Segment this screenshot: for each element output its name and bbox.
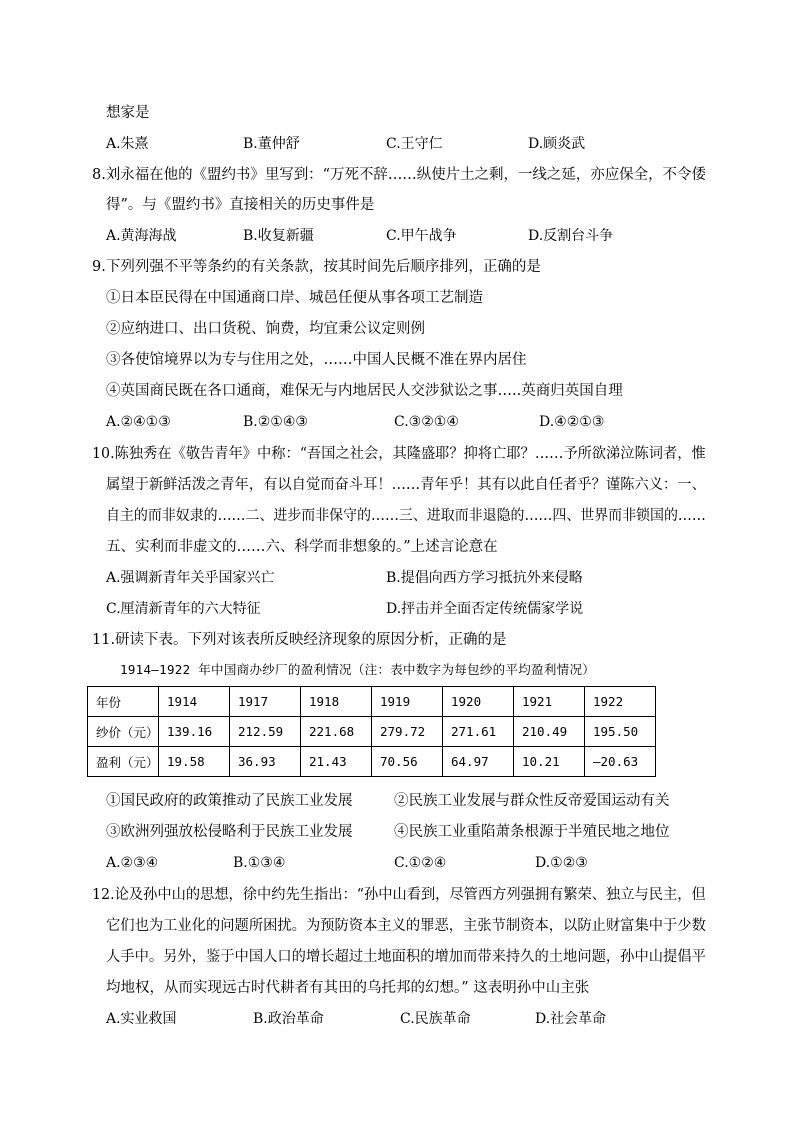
q12-stem-line-4: 均地权，从而实现远古时代耕者有其田的乌托邦的幻想。” 这表明孙中山主张 bbox=[106, 980, 590, 996]
q11-item-3: ③欧洲列强放松侵略利于民族工业发展 bbox=[106, 824, 353, 840]
table-cell: 279.72 bbox=[372, 717, 443, 747]
q11-stem: 11.研读下表。下列对该表所反映经济现象的原因分析，正确的是 bbox=[92, 632, 507, 648]
q8-option-c[interactable]: C.甲午战争 bbox=[386, 228, 457, 244]
q10-stem-line-3: 自主的而非奴隶的……二、进步而非保守的……三、进取而非退隐的……四、世界而非锁国的…… bbox=[106, 508, 706, 524]
q9-option-d[interactable]: D.④②①③ bbox=[539, 414, 605, 430]
table-header-row bbox=[88, 687, 656, 717]
q10-stem-line-2: 属望于新鲜活泼之青年，有以自觉而奋斗耳！……青年乎！其有以此自任者乎？谨陈六义：一、 bbox=[106, 477, 706, 493]
table-row bbox=[88, 747, 656, 777]
table-cell: 年份 bbox=[88, 687, 159, 717]
q12-option-b[interactable]: B.政治革命 bbox=[253, 1011, 324, 1027]
q7-option-a[interactable]: A.朱熹 bbox=[106, 136, 149, 152]
q7-option-d[interactable]: D.顾炎武 bbox=[528, 136, 586, 152]
q9-option-a[interactable]: A.②④①③ bbox=[106, 414, 171, 430]
q7-option-c[interactable]: C.王守仁 bbox=[386, 136, 443, 152]
q12-option-a[interactable]: A.实业救国 bbox=[106, 1011, 177, 1027]
q9-item-2: ②应纳进口、出口货税、饷费，均宜秉公议定则例 bbox=[106, 321, 425, 337]
table-cell: 221.68 bbox=[301, 717, 372, 747]
table-cell: 1917 bbox=[230, 687, 301, 717]
q9-option-c[interactable]: C.③②①④ bbox=[394, 414, 459, 430]
q11-table-caption: 1914—1922 年中国商办纱厂的盈利情况（注：表中数字为每包纱的平均盈利情况） bbox=[120, 662, 596, 677]
table-cell: 271.61 bbox=[443, 717, 514, 747]
table-cell: 1920 bbox=[443, 687, 514, 717]
table-cell: 212.59 bbox=[230, 717, 301, 747]
q11-option-a[interactable]: A.②③④ bbox=[106, 855, 159, 871]
q9-item-1: ①日本臣民得在中国通商口岸、城邑任便从事各项工艺制造 bbox=[106, 290, 483, 306]
q11-option-c[interactable]: C.①②④ bbox=[394, 855, 447, 871]
q11-data-table bbox=[87, 686, 656, 777]
q10-option-d[interactable]: D.抨击并全面否定传统儒家学说 bbox=[386, 601, 584, 617]
q12-option-c[interactable]: C.民族革命 bbox=[400, 1011, 471, 1027]
q12-stem-line-1: 12.论及孙中山的思想，徐中约先生指出：“孙中山看到，尽管西方列强拥有繁荣、独立与民主，但 bbox=[92, 887, 706, 903]
q7-stem-continuation: 想家是 bbox=[106, 105, 150, 121]
q9-item-4: ④英国商民既在各口通商，难保无与内地居民人交涉狱讼之事…..英商归英国自理 bbox=[106, 383, 623, 399]
q9-stem: 9.下列列强不平等条约的有关条款，按其时间先后顺序排列，正确的是 bbox=[92, 259, 541, 275]
q8-option-a[interactable]: A.黄海海战 bbox=[106, 228, 177, 244]
table-cell: 139.16 bbox=[159, 717, 230, 747]
q8-option-b[interactable]: B.收复新疆 bbox=[243, 228, 314, 244]
table-row bbox=[88, 717, 656, 747]
q8-stem-line-1: 8.刘永福在他的《盟约书》里写到：“万死不辞……纵使片土之剩，一线之延，亦应保全，不令倭 bbox=[92, 167, 706, 183]
q9-option-b[interactable]: B.②①④③ bbox=[243, 414, 308, 430]
table-cell: 210.49 bbox=[514, 717, 585, 747]
table-cell: 1914 bbox=[159, 687, 230, 717]
q12-option-d[interactable]: D.社会革命 bbox=[535, 1011, 607, 1027]
table-cell: 36.93 bbox=[230, 747, 301, 777]
q10-option-c[interactable]: C.厘清新青年的六大特征 bbox=[106, 601, 261, 617]
q11-item-2: ②民族工业发展与群众性反帝爱国运动有关 bbox=[394, 793, 670, 809]
table-cell: 盈利（元） bbox=[88, 747, 159, 777]
q11-item-4: ④民族工业重陷萧条根源于半殖民地之地位 bbox=[394, 824, 670, 840]
table-cell: 1918 bbox=[301, 687, 372, 717]
table-cell: 1919 bbox=[372, 687, 443, 717]
table-cell: 1922 bbox=[585, 687, 656, 717]
table-cell: 64.97 bbox=[443, 747, 514, 777]
table-cell: 70.56 bbox=[372, 747, 443, 777]
q9-item-3: ③各使馆境界以为专与住用之处，……中国人民概不准在界内居住 bbox=[106, 352, 527, 368]
q8-stem-line-2: 得”。与《盟约书》直接相关的历史事件是 bbox=[106, 197, 375, 213]
table-cell: 纱价（元） bbox=[88, 717, 159, 747]
table-cell: 1921 bbox=[514, 687, 585, 717]
q7-option-b[interactable]: B.董仲舒 bbox=[243, 136, 300, 152]
q11-option-d[interactable]: D.①②③ bbox=[535, 855, 588, 871]
q12-stem-line-2: 它们也为工业化的问题所困扰。为预防资本主义的罪恶，主张节制资本，以防止财富集中于少数 bbox=[106, 918, 706, 934]
q10-stem-line-4: 五、实利而非虚文的……六、科学而非想象的。”上述言论意在 bbox=[106, 539, 498, 555]
q8-option-d[interactable]: D.反割台斗争 bbox=[528, 228, 614, 244]
q10-stem-line-1: 10.陈独秀在《敬告青年》中称：“吾国之社会，其隆盛耶？抑将亡耶？……予所欲涕泣陈词者，惟 bbox=[92, 446, 706, 462]
q10-option-a[interactable]: A.强调新青年关乎国家兴亡 bbox=[106, 570, 275, 586]
table-cell: 10.21 bbox=[514, 747, 585, 777]
q10-option-b[interactable]: B.提倡向西方学习抵抗外来侵略 bbox=[386, 570, 583, 586]
q12-stem-line-3: 人手中。另外，鉴于中国人口的增长超过土地面积的增加而带来持久的土地问题，孙中山提倡平 bbox=[106, 949, 706, 965]
table-cell: 21.43 bbox=[301, 747, 372, 777]
table-cell: 19.58 bbox=[159, 747, 230, 777]
table-cell: 195.50 bbox=[585, 717, 656, 747]
q11-option-b[interactable]: B.①③④ bbox=[233, 855, 286, 871]
q11-item-1: ①国民政府的政策推动了民族工业发展 bbox=[106, 793, 353, 809]
table-cell: —20.63 bbox=[585, 747, 656, 777]
